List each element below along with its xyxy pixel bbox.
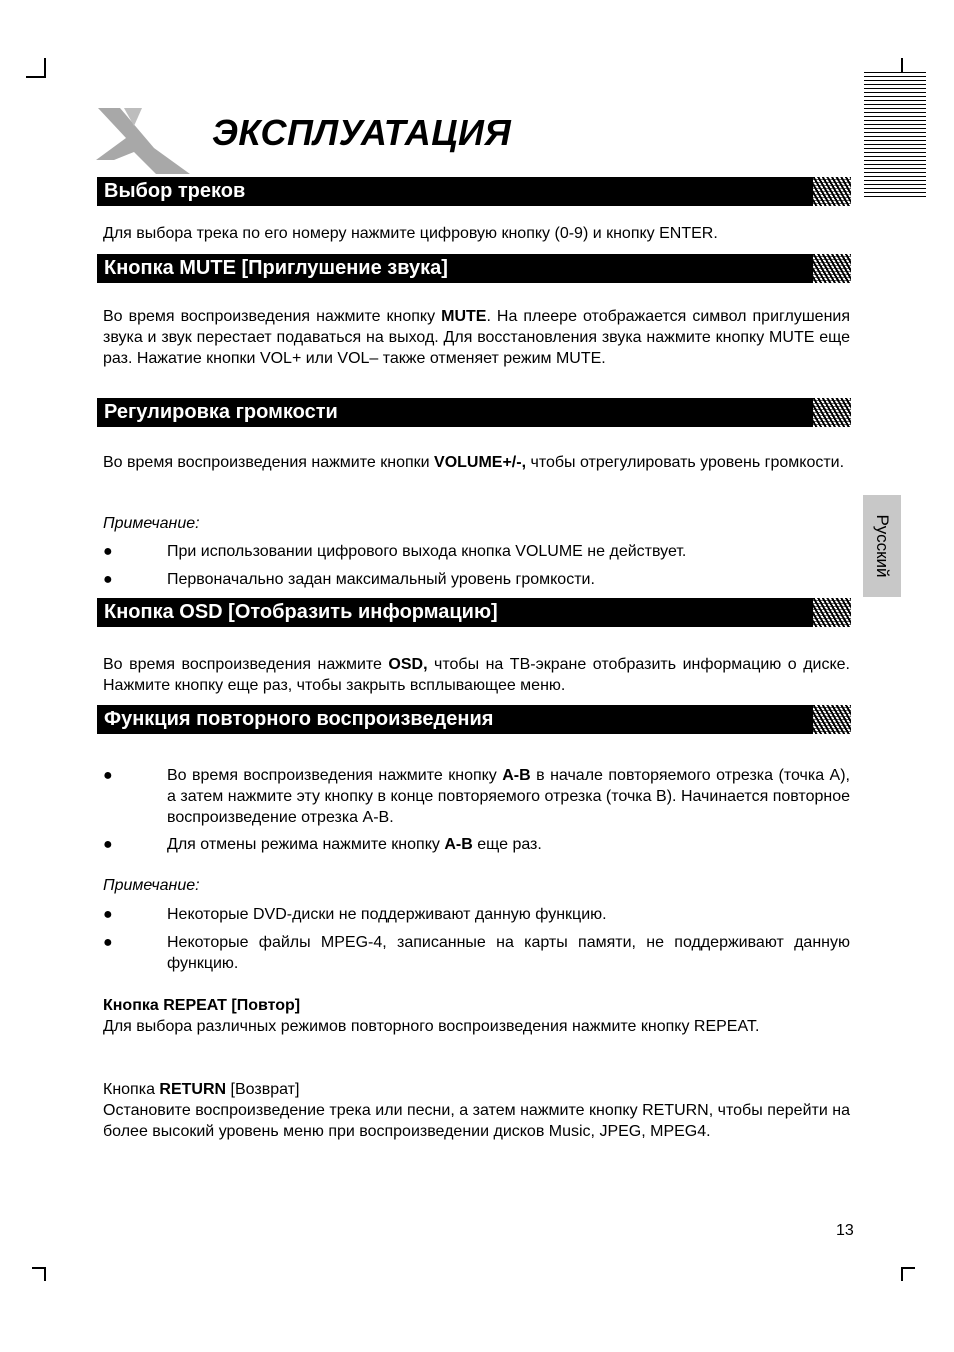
bullet-icon: ● — [103, 543, 113, 560]
section-heading-osd: Кнопка OSD [Отобразить информацию] — [97, 598, 851, 627]
repeat-button-text: Для выбора различных режимов повторного воспроизведения нажмите кнопку REPEAT. — [103, 1018, 760, 1035]
bullet-icon: ● — [103, 767, 113, 784]
list-item: ● При использовании цифрового выхода кнопка VOLUME не действует. — [103, 543, 687, 560]
return-button-text: Остановите воспроизведение трека или песни, а затем нажмите кнопку RETURN, чтобы перейти на более высокий уровень меню при воспроизведении дисков Music, JPEG, MPEG4. — [103, 1102, 850, 1140]
crop-mark-top-left — [26, 76, 46, 78]
section-heading-repeat: Функция повторного воспроизведения — [97, 705, 851, 734]
crop-mark-bottom-left — [32, 1267, 46, 1269]
volume-note-label: Примечание: — [103, 515, 200, 532]
hatch-decoration — [813, 705, 851, 734]
page-title: ЭКСПЛУАТАЦИЯ — [212, 112, 512, 153]
crop-mark-bottom-left — [44, 1267, 46, 1281]
track-select-text: Для выбора трека по его номеру нажмите цифровую кнопку (0-9) и кнопку ENTER. — [103, 225, 718, 242]
bullet-icon: ● — [103, 934, 113, 951]
list-item: ● Некоторые DVD-диски не поддерживают данную функцию. — [103, 906, 607, 923]
list-item: ● Некоторые файлы MPEG-4, записанные на карты памяти, не поддерживают данную функцию. — [103, 934, 850, 972]
hatch-decoration — [813, 398, 851, 427]
crop-mark-bottom-right — [901, 1267, 915, 1269]
list-item: ● Для отмены режима нажмите кнопку A-B еще раз. — [103, 836, 542, 853]
section-heading-track-select: Выбор треков — [97, 177, 851, 206]
hatch-decoration — [813, 254, 851, 283]
brand-logo-icon — [94, 104, 194, 176]
list-item: ● Во время воспроизведения нажмите кнопку A-B в начале повторяемого отрезка (точка A), а затем нажмите эту кнопку в конце повторяемого отрезка (точка B). Начинается повторное воспроизведение отрезка A-B. — [103, 767, 850, 826]
volume-text: Во время воспроизведения нажмите кнопки VOLUME+/-, чтобы отрегулировать уровень громкости. — [103, 454, 845, 471]
language-tab — [863, 495, 901, 597]
hatch-decoration — [813, 598, 851, 627]
crop-mark-top-left — [44, 58, 46, 78]
hatch-decoration — [813, 177, 851, 206]
bullet-icon: ● — [103, 906, 113, 923]
repeat-button-title: Кнопка REPEAT [Повтор] — [103, 997, 301, 1014]
return-button-title: Кнопка RETURN [Возврат] — [103, 1081, 300, 1098]
section-heading-mute: Кнопка MUTE [Приглушение звука] — [97, 254, 851, 283]
bullet-icon: ● — [103, 836, 113, 853]
crop-mark-bottom-right — [901, 1267, 903, 1281]
section-heading-volume: Регулировка громкости — [97, 398, 851, 427]
list-item: ● Первоначально задан максимальный уровень громкости. — [103, 571, 595, 588]
bullet-icon: ● — [103, 571, 113, 588]
page-number: 13 — [836, 1222, 854, 1239]
repeat-note-label: Примечание: — [103, 877, 200, 894]
decorative-stripes — [864, 72, 926, 198]
mute-text: Во время воспроизведения нажмите кнопку MUTE. На плеере отображается символ приглушения звука и звук перестает подаваться на выход. Для восстановления звука нажмите кнопку MUTE еще раз. Нажатие кнопки VOL+ или VOL– также отменяет режим MUTE. — [103, 308, 851, 367]
language-tab-label: Русский — [873, 514, 892, 578]
osd-text: Во время воспроизведения нажмите OSD, чтобы на ТВ-экране отобразить информацию о диске. Нажмите кнопку еще раз, чтобы закрыть всплывающее меню. — [103, 656, 850, 694]
